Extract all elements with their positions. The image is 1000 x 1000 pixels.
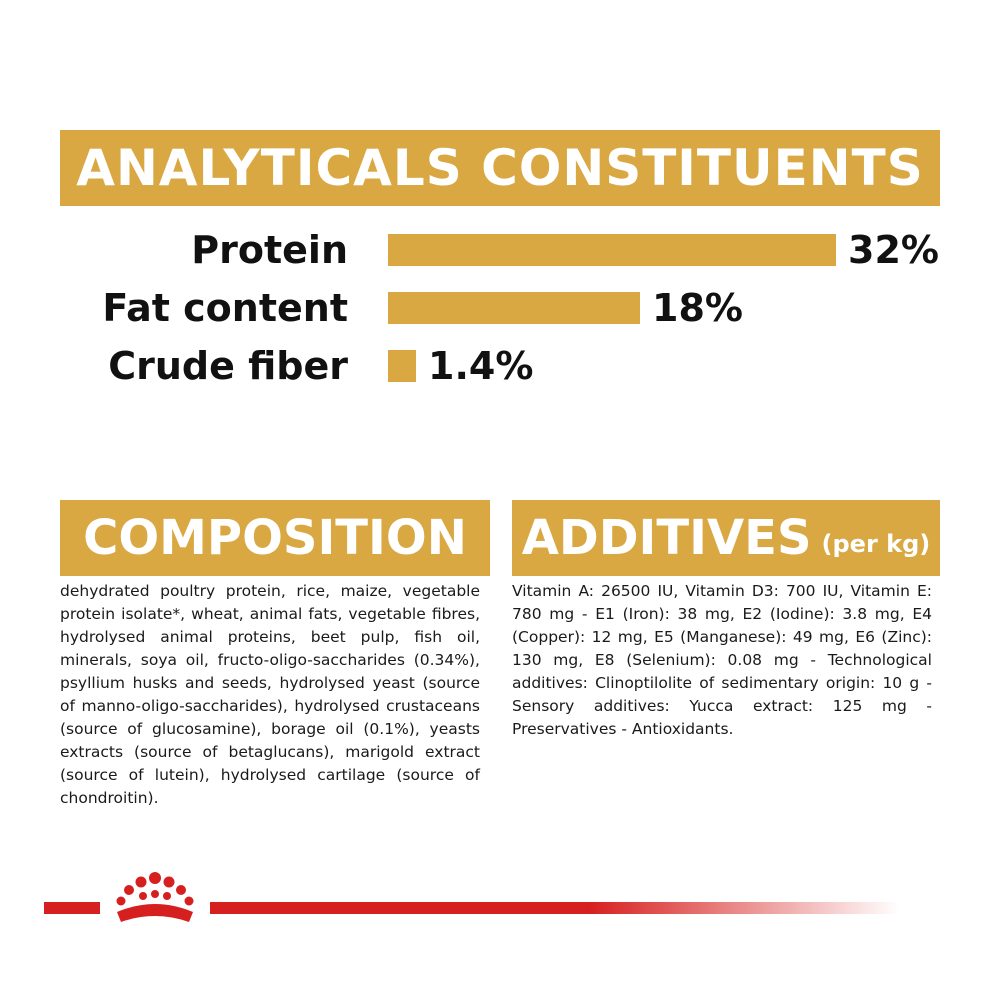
category-label: Crude fiber <box>108 344 348 388</box>
brand-line-right <box>210 902 900 914</box>
composition-title: COMPOSITION <box>83 510 467 566</box>
analyticals-bar-chart <box>0 220 1000 400</box>
composition-text: dehydrated poultry protein, rice, maize, vegetable protein isolate*, wheat, animal fats, vegetable fibres, hydrolysed animal proteins, beet pulp, fish oil, minerals, soya oil, fructo-oligo-saccharides (0.34%), psyllium husks and seeds, hydrolysed yeast (source of manno-oligo-saccharides), hydrolysed crustaceans (source of glucosamine), borage oil (0.1%), yeasts extracts (source of betaglucans), marigold extract (source of lutein), hydrolysed cartilage (source of chondroitin). <box>60 582 480 807</box>
analyticals-constituents-banner <box>60 130 940 206</box>
value-label: 1.4% <box>428 344 534 388</box>
crown-logo-icon <box>103 868 207 932</box>
brand-line-left <box>44 902 100 914</box>
bar <box>388 350 416 382</box>
bar <box>388 234 836 266</box>
value-label: 32% <box>848 228 939 272</box>
category-label: Fat content <box>102 286 348 330</box>
additives-text: Vitamin A: 26500 IU, Vitamin D3: 700 IU, Vitamin E: 780 mg - E1 (Iron): 38 mg, E2 (Iodine): 3.8 mg, E4 (Copper): 12 mg, E5 (Manganese): 49 mg, E6 (Zinc): 130 mg, E8 (Selenium): 0.08 mg - Technological additives: Clinoptilolite of sedimentary origin: 10 g - Sensory additives: Yucca extract: 125 mg - Preservatives - Antioxidants. <box>512 582 932 738</box>
additives-banner <box>512 500 940 576</box>
category-label: Protein <box>191 228 348 272</box>
additives-subtitle: (per kg) <box>821 530 931 558</box>
additives-title: ADDITIVES <box>521 510 812 566</box>
value-label: 18% <box>652 286 743 330</box>
bar <box>388 292 640 324</box>
composition-banner <box>60 500 490 576</box>
analyticals-constituents-title: ANALYTICALS CONSTITUENTS <box>76 139 924 197</box>
